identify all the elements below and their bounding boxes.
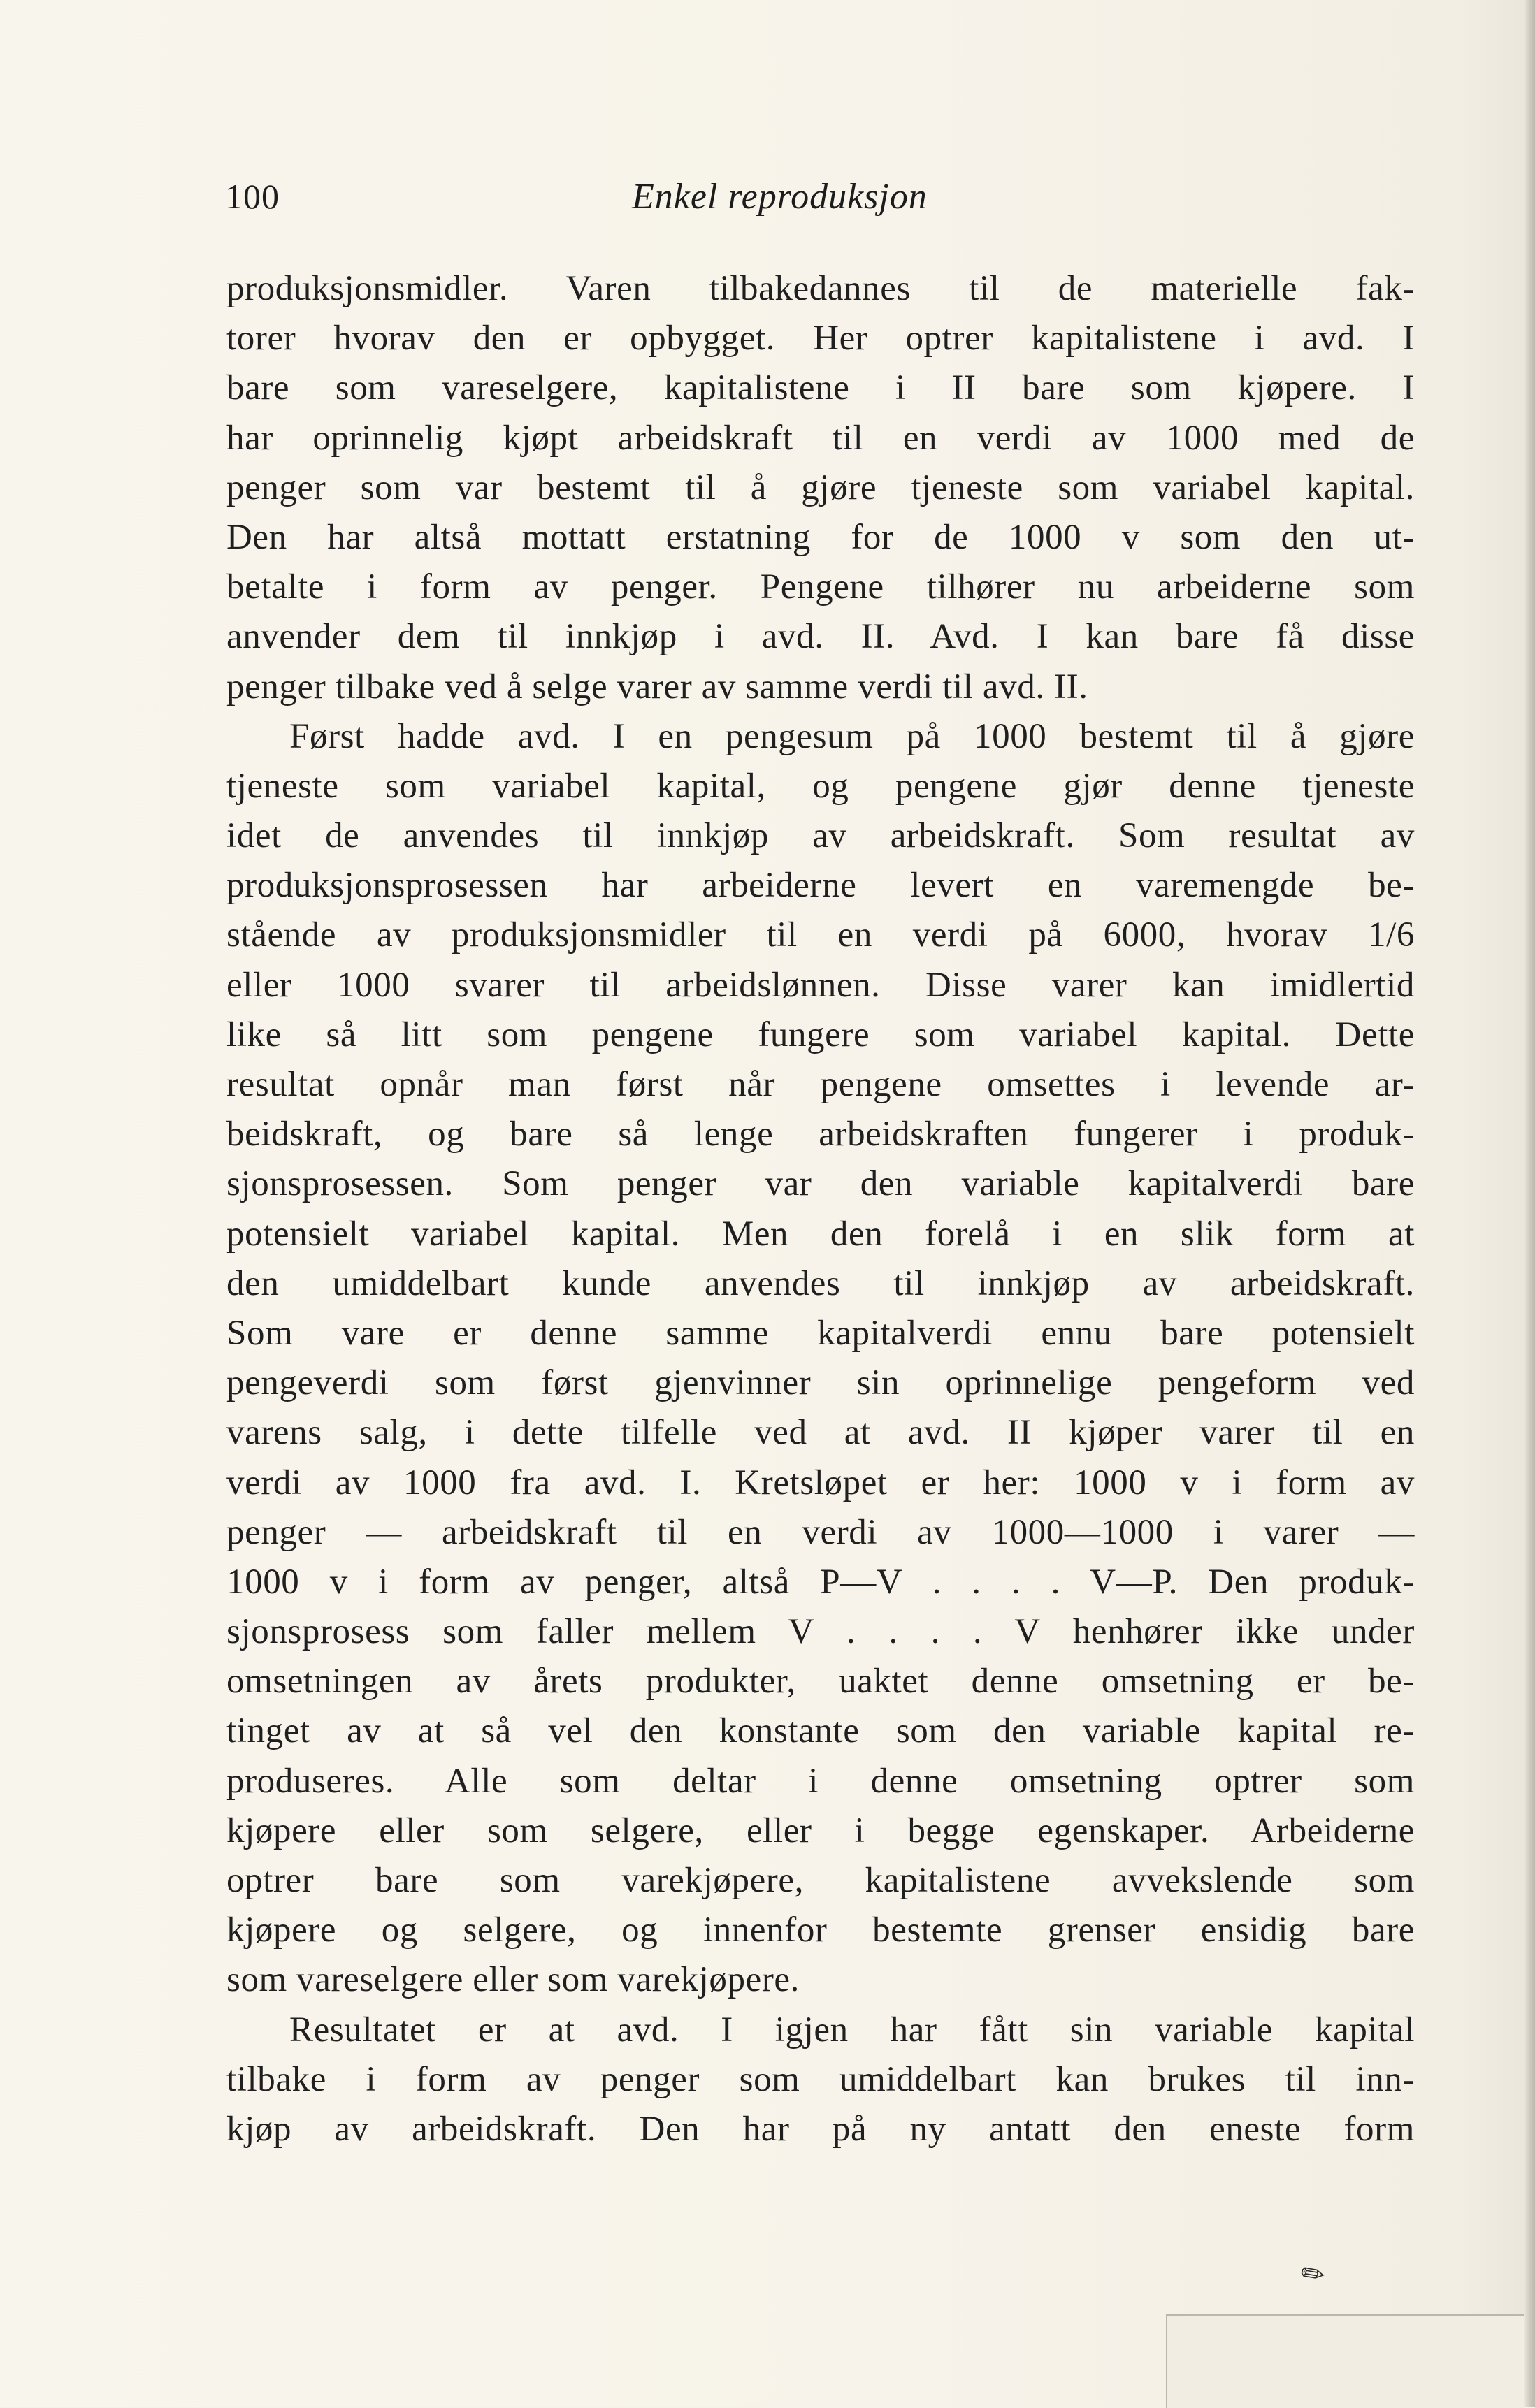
pencil-mark-icon: ✎ — [1294, 2254, 1332, 2295]
text-line: 1000 v i form av penger, altså P—V . . . . V—P. Den produk- — [226, 1562, 1415, 1602]
text-line: beidskraft, og bare så lenge arbeidskraften fungerer i produk- — [226, 1115, 1415, 1154]
page-header — [225, 176, 1413, 232]
text-line: penger som var bestemt til å gjøre tjeneste som variabel kapital. — [226, 467, 1415, 507]
text-line: like så litt som pengene fungere som variabel kapital. Dette — [226, 1015, 1415, 1054]
text-line: optrer bare som varekjøpere, kapitalistene avvekslende som — [226, 1861, 1415, 1900]
page-edge-shadow — [1525, 0, 1535, 2407]
text-line: eller 1000 svarer til arbeidslønnen. Disse varer kan imidlertid — [226, 965, 1415, 1005]
text-line: kjøp av arbeidskraft. Den har på ny antatt den eneste form — [226, 2109, 1415, 2149]
text-line: Som vare er denne samme kapitalverdi ennu bare potensielt — [226, 1313, 1415, 1353]
text-line: produksjonsmidler. Varen tilbakedannes til de materielle fak- — [226, 269, 1415, 308]
text-line: sjonsprosessen. Som penger var den variable kapitalverdi bare — [226, 1164, 1415, 1204]
page-number: 100 — [225, 177, 280, 216]
scan-corner-block — [1166, 2314, 1524, 2408]
text-line: tilbake i form av penger som umiddelbart kan brukes til inn- — [226, 2059, 1415, 2099]
body-text — [226, 264, 1415, 2154]
text-line: anvender dem til innkjøp i avd. II. Avd. I kan bare få disse — [226, 617, 1415, 657]
text-line: varens salg, i dette tilfelle ved at avd. II kjøper varer til en — [226, 1413, 1415, 1453]
text-line: stående av produksjonsmidler til en verdi på 6000, hvorav 1/6 — [226, 915, 1415, 955]
text-line: produseres. Alle som deltar i denne omsetning optrer som — [226, 1761, 1415, 1801]
text-line: har oprinnelig kjøpt arbeidskraft til en verdi av 1000 med de — [226, 418, 1415, 458]
text-line: penger — arbeidskraft til en verdi av 1000—1000 i varer — — [226, 1512, 1415, 1552]
text-line: penger tilbake ved å selge varer av samme verdi til avd. II. — [226, 667, 1088, 706]
text-line: idet de anvendes til innkjøp av arbeidskraft. Som resultat av — [226, 816, 1415, 856]
text-line: den umiddelbart kunde anvendes til innkjøp av arbeidskraft. — [226, 1263, 1415, 1303]
text-line: torer hvorav den er opbygget. Her optrer kapitalistene i avd. I — [226, 319, 1415, 358]
paragraph-first-line: Resultatet er at avd. I igjen har fått sin variable kapital — [289, 2010, 1415, 2050]
text-line: kjøpere og selgere, og innenfor bestemte grenser ensidig bare — [226, 1910, 1415, 1950]
text-line: omsetningen av årets produkter, uaktet denne omsetning er be- — [226, 1662, 1415, 1702]
text-line: kjøpere eller som selgere, eller i begge egenskaper. Arbeiderne — [226, 1811, 1415, 1850]
paragraph-first-line: Først hadde avd. I en pengesum på 1000 bestemt til å gjøre — [289, 716, 1415, 756]
text-line: som vareselgere eller som varekjøpere. — [226, 1960, 800, 2000]
text-line: resultat opnår man først når pengene omsettes i levende ar- — [226, 1065, 1415, 1104]
text-line: tinget av at så vel den konstante som den variable kapital re- — [226, 1711, 1415, 1751]
text-line: betalte i form av penger. Pengene tilhører nu arbeiderne som — [226, 567, 1415, 607]
text-line: sjonsprosess som faller mellem V . . . . V henhører ikke under — [226, 1612, 1415, 1652]
text-line: verdi av 1000 fra avd. I. Kretsløpet er her: 1000 v i form av — [226, 1463, 1415, 1502]
text-line: bare som vareselgere, kapitalistene i II bare som kjøpere. I — [226, 368, 1415, 408]
text-line: produksjonsprosessen har arbeiderne levert en varemengde be- — [226, 866, 1415, 906]
text-line: pengeverdi som først gjenvinner sin oprinnelige pengeform ved — [226, 1363, 1415, 1403]
text-line: tjeneste som variabel kapital, og pengene gjør denne tjeneste — [226, 766, 1415, 806]
running-title: Enkel reproduksjon — [632, 177, 928, 217]
text-line: Den har altså mottatt erstatning for de 1000 v som den ut- — [226, 517, 1415, 557]
text-line: potensielt variabel kapital. Men den forelå i en slik form at — [226, 1214, 1415, 1254]
